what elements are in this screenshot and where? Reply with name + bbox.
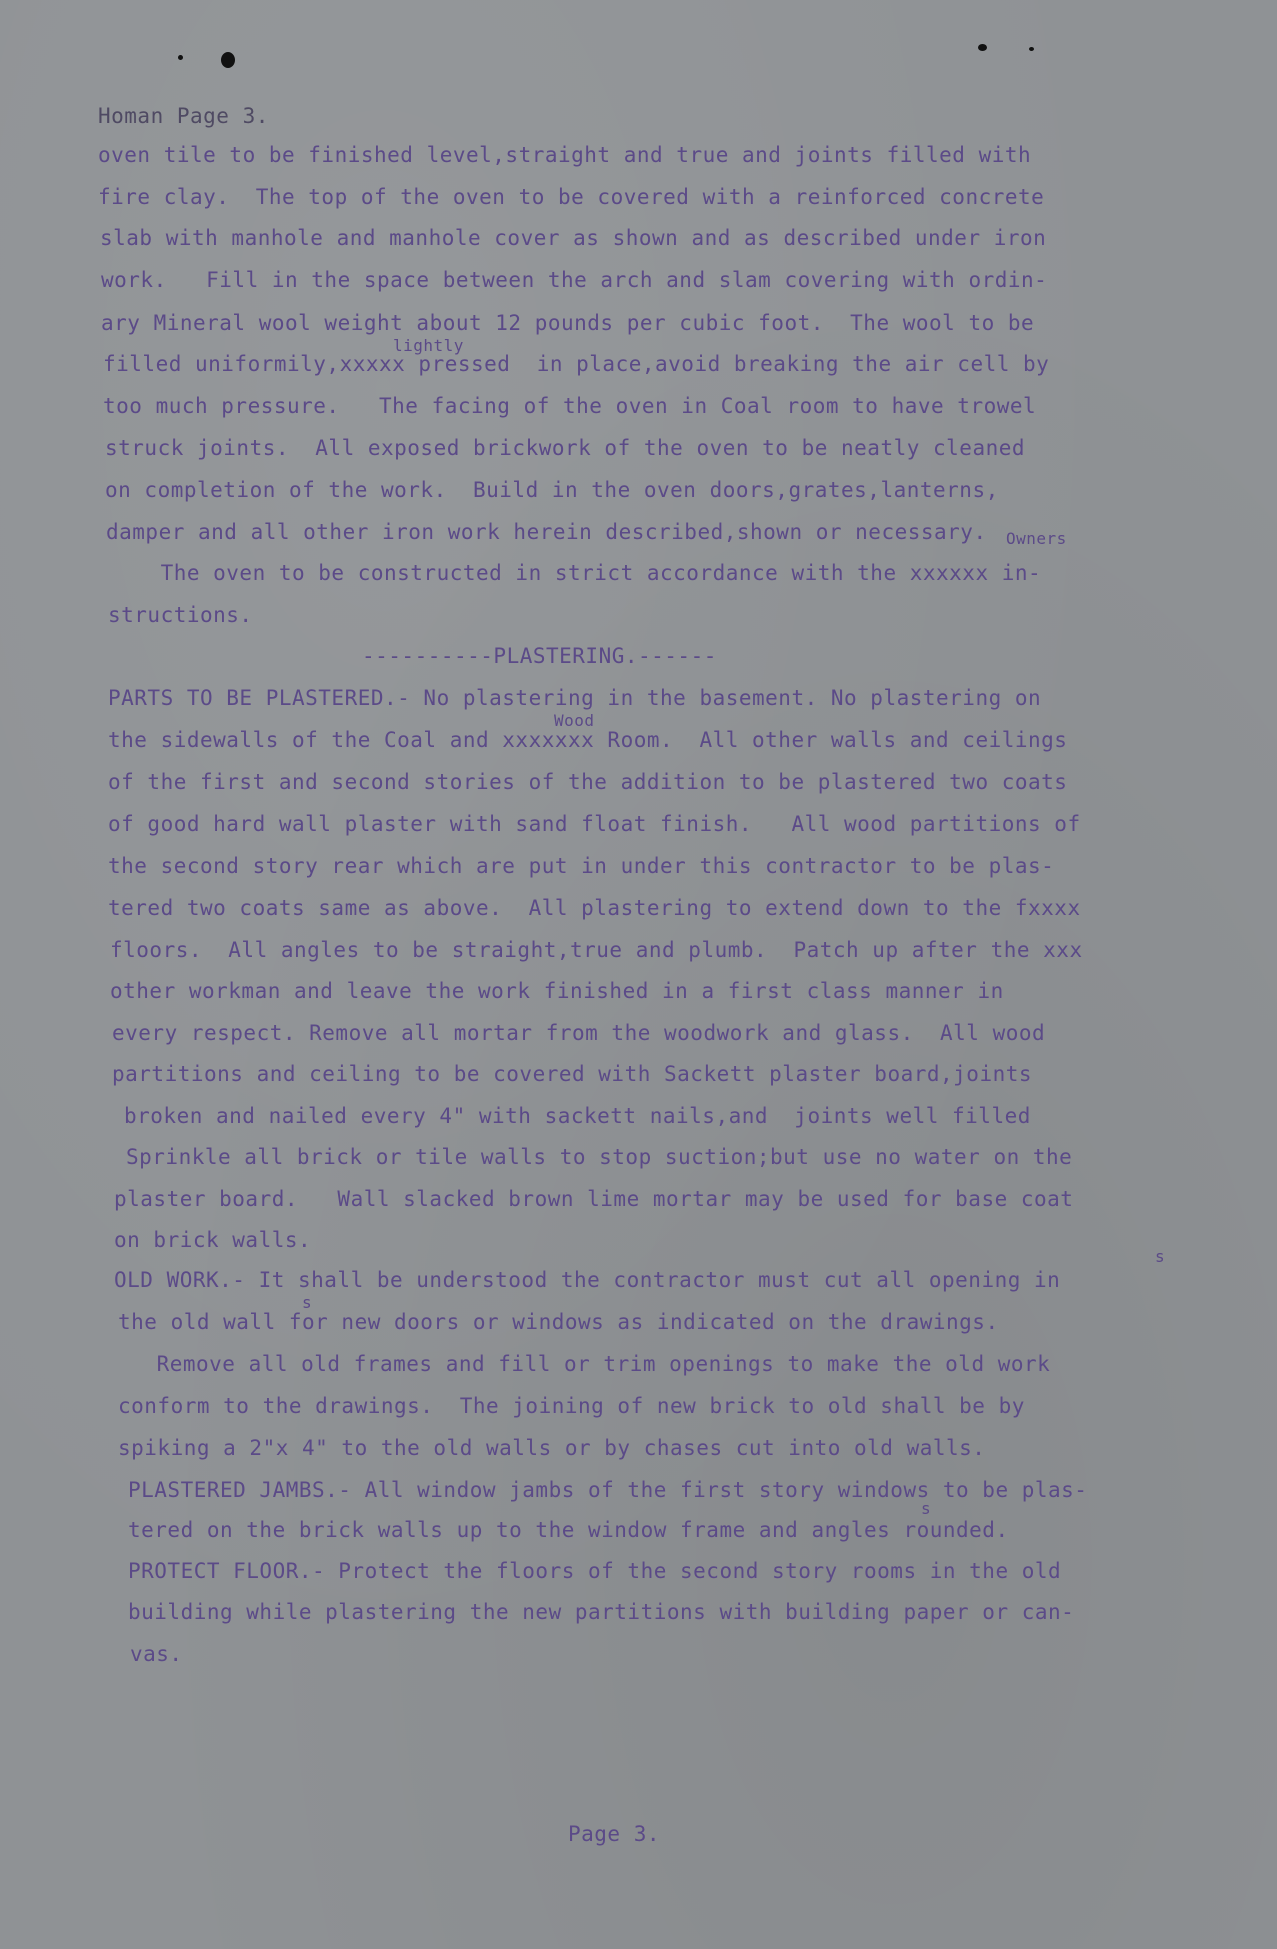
handwritten-insertion: s [302,1293,313,1312]
handwritten-insertion: s [921,1499,932,1518]
text-line: partitions and ceiling to be covered with Sackett plaster board,joints [112,1062,1033,1086]
page-footer: Page 3. [568,1822,661,1846]
text-line: OLD WORK.- It shall be understood the contractor must cut all opening in [114,1268,1061,1292]
text-line: every respect. Remove all mortar from the woodwork and glass. All wood [112,1021,1046,1045]
text-line: tered two coats same as above. All plastering to extend down to the fxxxx [108,896,1081,920]
punch-hole [178,55,183,60]
text-line: slab with manhole and manhole cover as shown and as described under iron [100,226,1047,250]
handwritten-insertion: lightly [393,336,464,355]
text-line: broken and nailed every 4" with sackett nails,and joints well filled [124,1104,1031,1128]
text-line: PROTECT FLOOR.- Protect the floors of the second story rooms in the old [128,1559,1062,1583]
text-line: plaster board. Wall slacked brown lime mortar may be used for base coat [114,1187,1074,1211]
text-line: the second story rear which are put in under this contractor to be plas- [108,854,1055,878]
punch-hole [221,52,235,68]
text-line: the sidewalls of the Coal and xxxxxxx Room. All other walls and ceilings [108,728,1068,752]
text-line: PARTS TO BE PLASTERED.- No plastering in the basement. No plastering on [108,686,1042,710]
text-line: on completion of the work. Build in the oven doors,grates,lanterns, [105,478,999,502]
text-line: floors. All angles to be straight,true and plumb. Patch up after the xxx [110,938,1083,962]
punch-hole [1029,47,1034,51]
text-line: too much pressure. The facing of the oven in Coal room to have trowel [103,394,1037,418]
page-header: Homan Page 3. [98,104,269,128]
punch-hole [978,44,987,51]
text-line: fire clay. The top of the oven to be covered with a reinforced concrete [98,185,1045,209]
text-line: other workman and leave the work finished in a first class manner in [110,979,1004,1003]
text-line: structions. [108,603,253,627]
text-line: PLASTERED JAMBS.- All window jambs of the first story windows to be plas- [128,1478,1088,1502]
handwritten-insertion: s [1155,1247,1166,1266]
text-line: building while plastering the new partitions with building paper or can- [128,1600,1075,1624]
text-line: on brick walls. [114,1228,312,1252]
text-line: the old wall for new doors or windows as indicated on the drawings. [118,1310,999,1334]
handwritten-insertion: Wood [554,711,595,730]
text-line: Sprinkle all brick or tile walls to stop suction;but use no water on the [126,1145,1073,1169]
text-line: The oven to be constructed in strict accordance with the xxxxxx in- [108,561,1042,585]
text-line: ary Mineral wool weight about 12 pounds per cubic foot. The wool to be [101,311,1035,335]
text-line: filled uniformily,xxxxx pressed in place,avoid breaking the air cell by [103,352,1050,376]
text-line: conform to the drawings. The joining of new brick to old shall be by [118,1394,1025,1418]
text-line: damper and all other iron work herein described,shown or necessary. [106,520,987,544]
handwritten-insertion: Owners [1006,529,1067,548]
text-line: work. Fill in the space between the arch and slam covering with ordin- [101,268,1048,292]
text-line: vas. [130,1642,183,1666]
text-line: oven tile to be finished level,straight and true and joints filled with [98,143,1032,167]
section-heading: ----------PLASTERING.------ [362,644,717,668]
text-line: struck joints. All exposed brickwork of the oven to be neatly cleaned [105,436,1026,460]
text-line: spiking a 2"x 4" to the old walls or by chases cut into old walls. [118,1436,986,1460]
text-line: of good hard wall plaster with sand float finish. All wood partitions of [108,812,1081,836]
text-line: tered on the brick walls up to the window frame and angles rounded. [128,1518,1009,1542]
text-line: of the first and second stories of the addition to be plastered two coats [108,770,1068,794]
text-line: Remove all old frames and fill or trim openings to make the old work [104,1352,1051,1376]
